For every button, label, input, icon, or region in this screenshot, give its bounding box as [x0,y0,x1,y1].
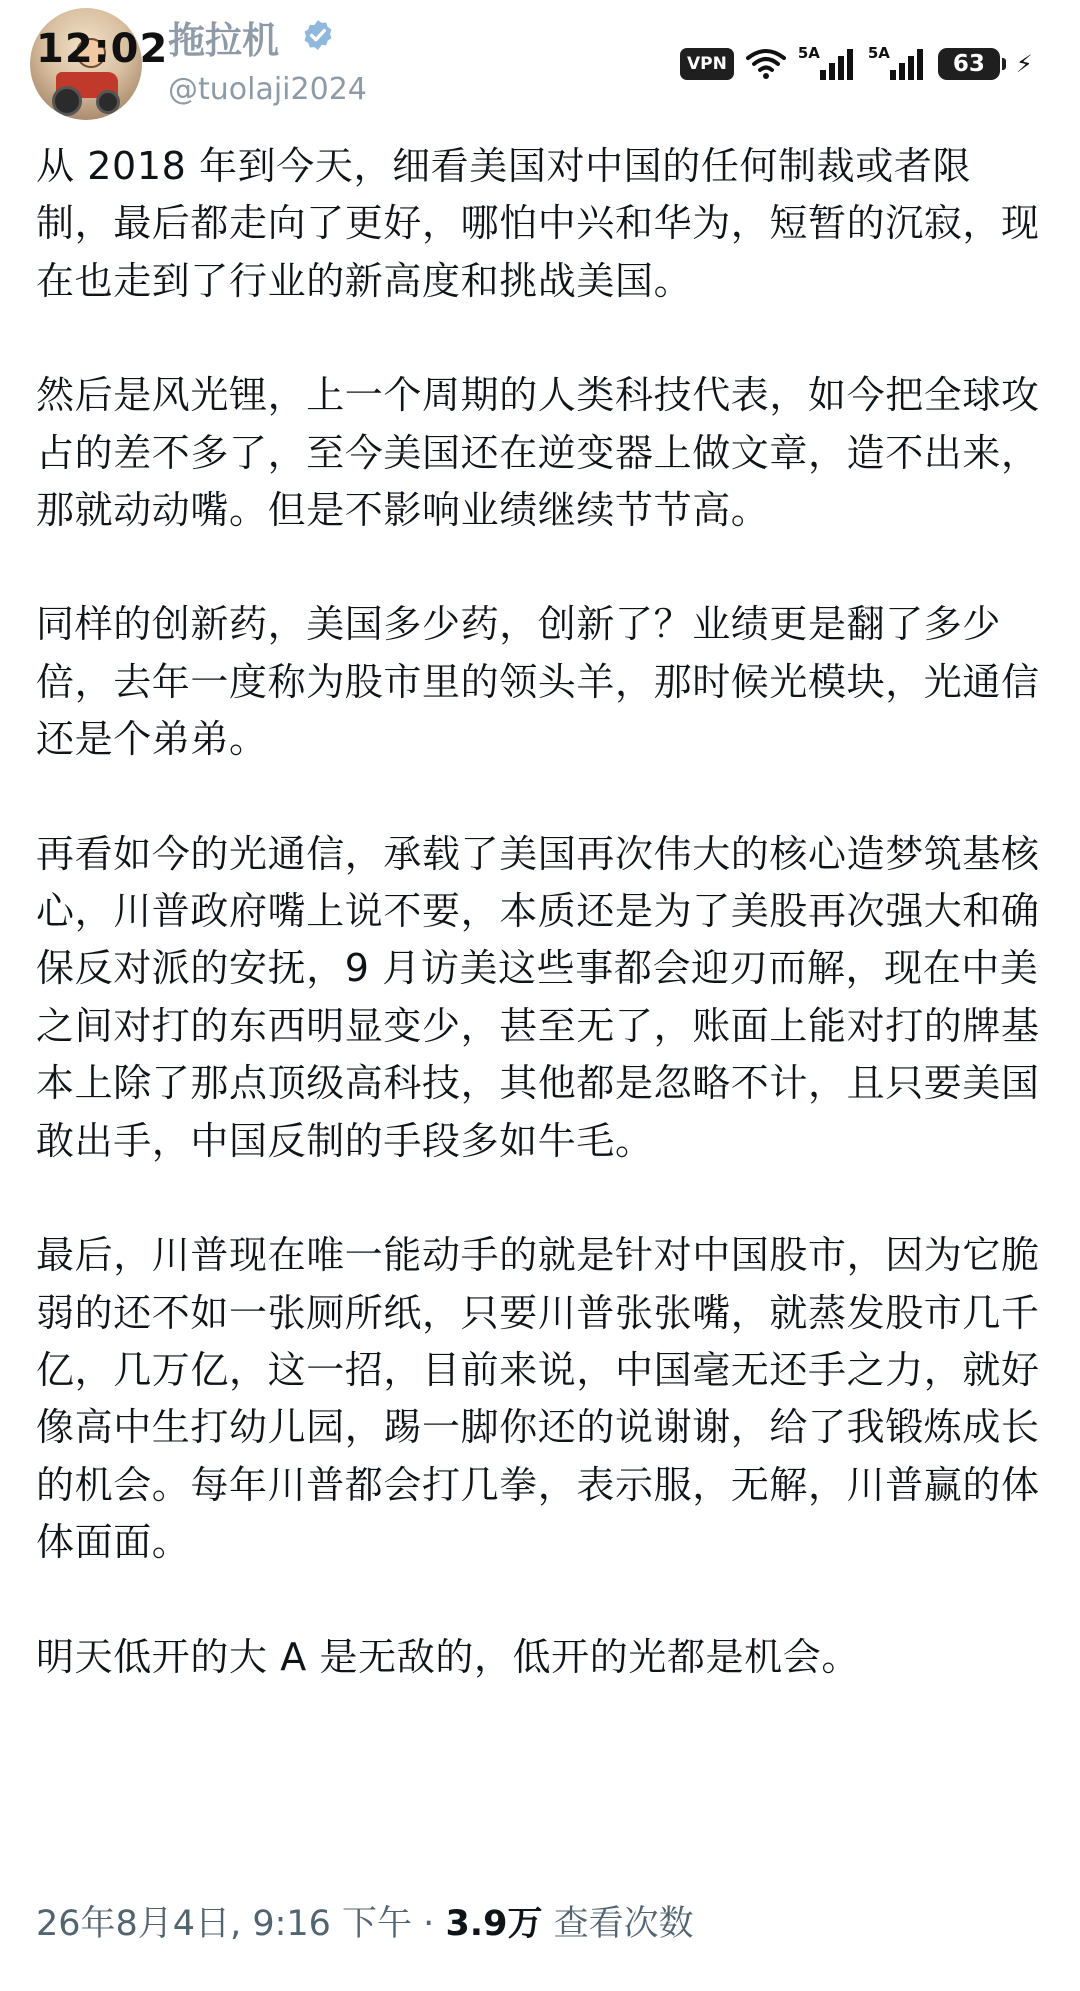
status-bar-icons [680,44,1033,84]
verified-badge-icon [301,18,335,52]
post-text [36,138,1048,1686]
post-paragraph: 从 2018 年到今天，细看美国对中国的任何制裁或者限制，最后都走向了更好，哪怕中兴和华为，短暂的沉寂，现在也走到了行业的新高度和挑战美国。 [36,144,1040,303]
post-meta [36,1896,694,1946]
cellular-signal-2 [868,46,926,82]
views-label: 查看次数 [542,1904,694,1944]
author-handle[interactable]: @tuolaji2024 [168,72,367,107]
status-bar-time: 12:02 [36,26,169,72]
wifi-icon [746,48,786,80]
network-type-label: 5A [867,44,890,62]
post-paragraph: 同样的创新药，美国多少药，创新了？业绩更是翻了多少倍，去年一度称为股市里的领头羊，那时候光模块，光通信还是个弟弟。 [36,602,1040,762]
battery-level: 63 [952,51,985,77]
vpn-badge: VPN [680,48,734,80]
cellular-signal-1 [798,46,856,82]
views-count: 3.9万 [445,1904,543,1944]
avatar-tractor-wheel [52,86,82,116]
post-paragraph: 最后，川普现在唯一能动手的就是针对中国股市，因为它脆弱的还不如一张厕所纸，只要川普张张嘴，就蒸发股市几千亿，几万亿，这一招，目前来说，中国毫无还手之力，就好像高中生打幼儿园，踢一脚你还的说谢谢，给了我锻炼成长的机会。每年川普都会打几拳，表示服，无解，川普赢的体体面面。 [36,1233,1040,1565]
author-display-name[interactable]: 拖拉机 [168,19,279,62]
charging-bolt-icon: ⚡ [1015,50,1033,78]
avatar-tractor-wheel-small [96,90,120,114]
meta-separator: · [412,1904,446,1944]
signal-bars-icon [868,46,926,82]
post-paragraph: 明天低开的大 A 是无敌的，低开的光都是机会。 [36,1634,860,1679]
post-paragraph: 然后是风光锂，上一个周期的人类科技代表，如今把全球攻占的差不多了，至今美国还在逆变器上做文章，造不出来，那就动动嘴。但是不影响业绩继续节节高。 [36,373,1040,533]
battery-indicator [938,48,1000,80]
post-timestamp[interactable]: 26年8月4日, 9:16 下午 [36,1904,413,1944]
signal-bars-icon [798,46,856,82]
post-paragraph: 再看如今的光通信，承载了美国再次伟大的核心造梦筑基核心，川普政府嘴上说不要，本质还是为了美股再次强大和确保反对派的安抚，9 月访美这些事都会迎刃而解，现在中美之间对打的东西明显变少，甚至无了，账面上能对打的牌基本上除了那点顶级高科技，其他都是忽略不计，且只要美国敢出手，中国反制的手段多如牛毛。 [36,831,1040,1163]
network-type-label: 5A [797,44,820,62]
